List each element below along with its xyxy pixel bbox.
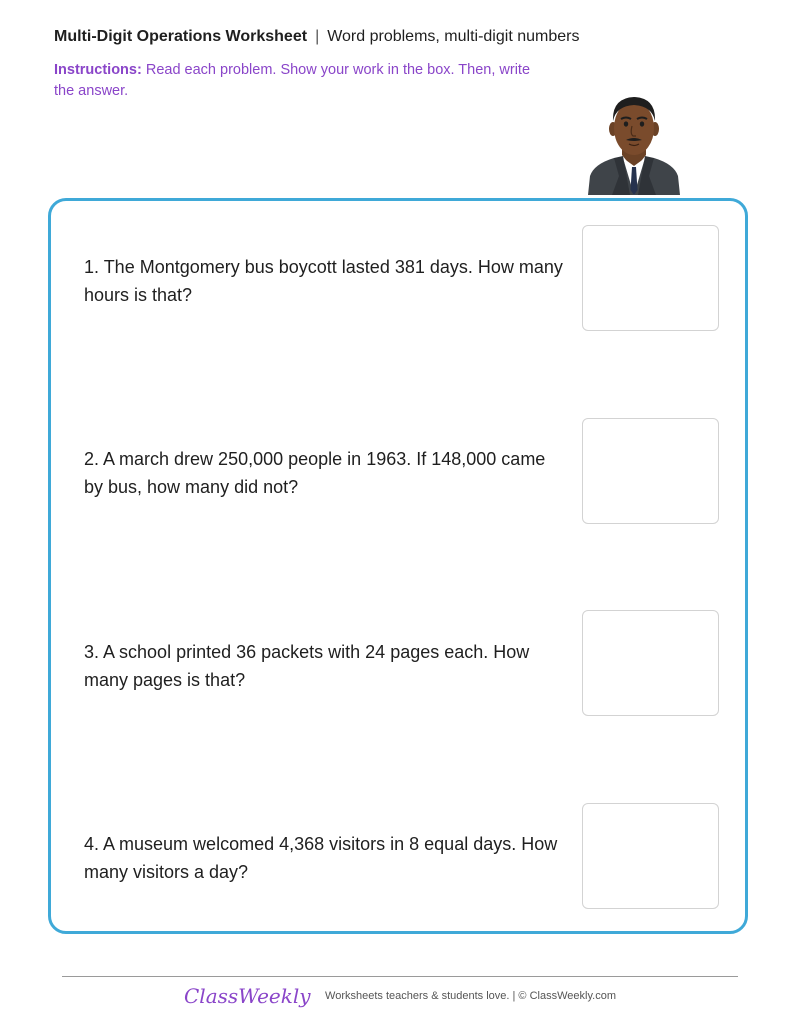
worksheet-subtitle: Word problems, multi-digit numbers — [327, 28, 580, 45]
instructions-text: Read each problem. Show your work in the box. Then, write the answer. — [54, 62, 531, 99]
answer-box-2[interactable] — [582, 418, 719, 524]
problem-3-text: 3. A school printed 36 packets with 24 pages each. How many pages is that? — [84, 642, 530, 690]
answer-box-4[interactable] — [582, 803, 719, 909]
instructions-label: Instructions: — [54, 62, 142, 78]
problems-card — [48, 198, 748, 934]
worksheet-title: Multi-Digit Operations Worksheet — [54, 28, 308, 45]
instructions — [54, 60, 534, 102]
problem-1-text: 1. The Montgomery bus boycott lasted 381 days. How many hours is that? — [84, 257, 563, 305]
problem-2-text: 2. A march drew 250,000 people in 1963. If 148,000 came by bus, how many did not? — [84, 449, 546, 497]
answer-box-1[interactable] — [582, 225, 719, 331]
portrait-illustration — [586, 92, 682, 195]
brand-logo: ClassWeekly — [184, 984, 311, 1008]
answer-box-3[interactable] — [582, 610, 719, 716]
problem-4-text: 4. A museum welcomed 4,368 visitors in 8 equal days. How many visitors a day? — [84, 834, 558, 882]
footer-divider — [62, 976, 738, 977]
title-separator: | — [315, 28, 320, 45]
worksheet-header — [54, 28, 579, 46]
footer-tagline: Worksheets teachers & students love. | © ClassWeekly.com — [325, 990, 616, 1002]
footer — [0, 984, 800, 1018]
